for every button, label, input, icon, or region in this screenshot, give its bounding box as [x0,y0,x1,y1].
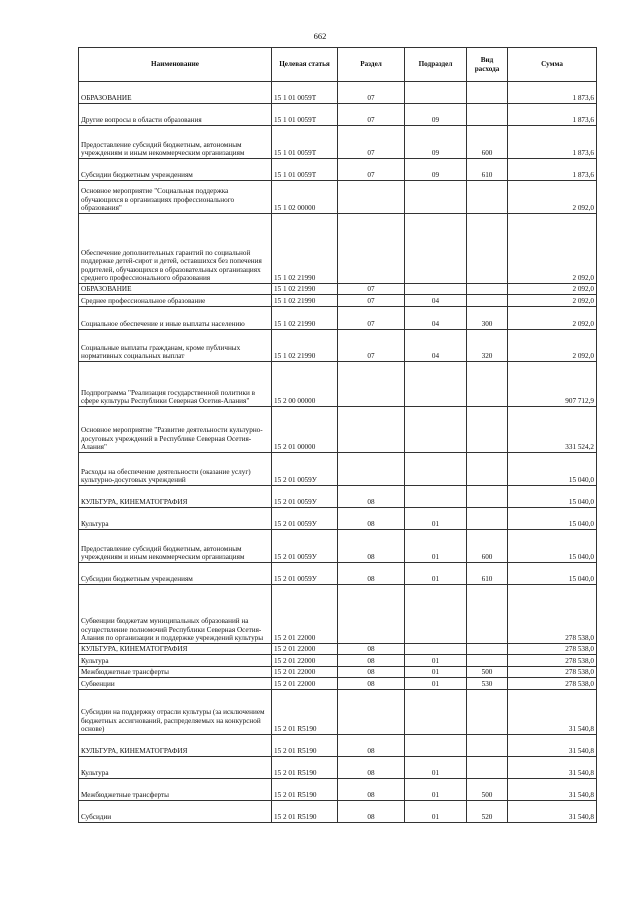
table-row [79,104,597,126]
row-expense-type [467,407,508,453]
row-expense-type [467,735,508,757]
table-row [79,307,597,330]
row-target-article: 15 2 00 00000 [272,362,338,407]
table-row [79,453,597,486]
row-section: 08 [338,801,405,823]
header-target-article: Целевая статья [272,48,338,82]
row-section [338,690,405,735]
row-name: Межбюджетные трансферты [79,779,272,801]
row-section [338,362,405,407]
row-name: Среднее профессиональное образование [79,295,272,307]
row-section: 08 [338,678,405,690]
table-row [79,295,597,307]
row-subsection: 01 [405,678,467,690]
budget-table [78,47,597,823]
row-target-article: 15 2 01 0059У [272,486,338,508]
table-row [79,407,597,453]
row-expense-type: 300 [467,307,508,330]
row-name: Предоставление субсидий бюджетным, автономным учреждениям и иным некоммерческим организациям [79,126,272,159]
row-sum: 15 040,0 [508,530,597,563]
row-subsection: 04 [405,330,467,362]
row-expense-type [467,214,508,284]
header-expense-type: Вид расхода [467,48,508,82]
row-name: КУЛЬТУРА, КИНЕМАТОГРАФИЯ [79,486,272,508]
row-subsection: 09 [405,104,467,126]
row-section [338,407,405,453]
row-target-article: 15 2 01 22000 [272,585,338,644]
row-target-article: 15 1 01 0059Т [272,126,338,159]
row-sum: 278 538,0 [508,655,597,667]
row-expense-type: 600 [467,530,508,563]
row-section: 07 [338,126,405,159]
table-row [79,667,597,678]
row-target-article: 15 1 02 21990 [272,284,338,295]
row-sum: 2 092,0 [508,181,597,214]
row-target-article: 15 2 01 0059У [272,530,338,563]
row-expense-type: 530 [467,678,508,690]
row-sum: 1 873,6 [508,104,597,126]
row-target-article: 15 2 01 R5190 [272,690,338,735]
row-subsection: 01 [405,655,467,667]
row-sum: 31 540,8 [508,801,597,823]
row-target-article: 15 2 01 0059У [272,453,338,486]
row-sum: 1 873,6 [508,126,597,159]
table-row [79,284,597,295]
table-row [79,655,597,667]
row-name: Субсидии на поддержку отрасли культуры (за исключением бюджетных ассигнований, распределяемых на конкурсной основе) [79,690,272,735]
row-subsection [405,486,467,508]
row-subsection: 01 [405,801,467,823]
row-name: Социальное обеспечение и иные выплаты населению [79,307,272,330]
row-expense-type [467,644,508,655]
row-sum: 31 540,8 [508,690,597,735]
row-section [338,585,405,644]
row-section: 08 [338,508,405,530]
row-target-article: 15 2 01 R5190 [272,757,338,779]
row-subsection: 09 [405,126,467,159]
row-sum: 31 540,8 [508,735,597,757]
row-target-article: 15 2 01 R5190 [272,779,338,801]
header-subsection: Подраздел [405,48,467,82]
row-subsection [405,284,467,295]
row-name: Обеспечение дополнительных гарантий по социальной поддержке детей-сирот и детей, оставшихся без попечения родителей, обучающихся в образовательных организациях среднего профессионального образования [79,214,272,284]
row-expense-type: 610 [467,159,508,181]
table-row [79,779,597,801]
row-subsection [405,214,467,284]
row-expense-type: 500 [467,667,508,678]
row-name: Субвенции [79,678,272,690]
table-row [79,126,597,159]
row-section: 07 [338,104,405,126]
header-sum: Сумма [508,48,597,82]
table-row [79,508,597,530]
row-name: Расходы на обеспечение деятельности (оказание услуг) культурно-досуговых учреждений [79,453,272,486]
row-sum: 2 092,0 [508,307,597,330]
row-subsection [405,362,467,407]
table-row [79,644,597,655]
row-section [338,453,405,486]
row-subsection [405,585,467,644]
row-target-article: 15 2 01 R5190 [272,801,338,823]
row-sum: 331 524,2 [508,407,597,453]
row-sum: 15 040,0 [508,563,597,585]
table-row [79,159,597,181]
row-subsection: 01 [405,667,467,678]
row-sum: 31 540,8 [508,779,597,801]
row-expense-type [467,655,508,667]
table-row [79,214,597,284]
row-sum: 15 040,0 [508,453,597,486]
row-name: Другие вопросы в области образования [79,104,272,126]
row-expense-type: 320 [467,330,508,362]
row-name: Субсидии бюджетным учреждениям [79,159,272,181]
row-sum: 278 538,0 [508,667,597,678]
row-name: Субсидии бюджетным учреждениям [79,563,272,585]
row-subsection [405,644,467,655]
row-target-article: 15 2 01 22000 [272,655,338,667]
row-section: 08 [338,757,405,779]
row-name: ОБРАЗОВАНИЕ [79,284,272,295]
table-row [79,678,597,690]
row-subsection [405,690,467,735]
row-section: 07 [338,159,405,181]
row-target-article: 15 1 01 0059Т [272,159,338,181]
row-target-article: 15 2 01 R5190 [272,735,338,757]
row-subsection: 04 [405,307,467,330]
row-sum: 2 092,0 [508,214,597,284]
row-expense-type [467,181,508,214]
row-section: 08 [338,655,405,667]
row-sum: 2 092,0 [508,284,597,295]
row-sum: 15 040,0 [508,486,597,508]
table-row [79,690,597,735]
row-target-article: 15 2 01 0059У [272,508,338,530]
row-section: 07 [338,330,405,362]
row-target-article: 15 2 01 22000 [272,644,338,655]
row-subsection: 09 [405,159,467,181]
row-subsection [405,181,467,214]
row-subsection: 04 [405,295,467,307]
row-subsection: 01 [405,757,467,779]
row-name: Культура [79,508,272,530]
table-row [79,362,597,407]
row-sum: 278 538,0 [508,644,597,655]
row-expense-type [467,453,508,486]
row-sum: 15 040,0 [508,508,597,530]
row-sum: 907 712,9 [508,362,597,407]
row-target-article: 15 1 01 0059Т [272,104,338,126]
row-section: 08 [338,486,405,508]
row-expense-type [467,486,508,508]
row-target-article: 15 1 02 21990 [272,307,338,330]
table-row [79,735,597,757]
header-section: Раздел [338,48,405,82]
table-row [79,585,597,644]
row-name: ОБРАЗОВАНИЕ [79,82,272,104]
row-target-article: 15 1 02 21990 [272,330,338,362]
row-expense-type: 520 [467,801,508,823]
row-expense-type [467,104,508,126]
table-row [79,330,597,362]
table-body [79,82,597,823]
row-expense-type [467,757,508,779]
row-subsection [405,407,467,453]
row-name: Основное мероприятие "Социальная поддержка обучающихся в организациях профессионального образования" [79,181,272,214]
table-row [79,181,597,214]
row-sum: 278 538,0 [508,585,597,644]
row-sum: 2 092,0 [508,295,597,307]
table-row [79,757,597,779]
row-section: 07 [338,307,405,330]
row-name: Основное мероприятие "Развитие деятельности культурно-досуговых учреждений в Республике Северная Осетия-Алания" [79,407,272,453]
table-row [79,530,597,563]
row-section: 07 [338,284,405,295]
row-target-article: 15 2 01 22000 [272,678,338,690]
row-subsection [405,735,467,757]
row-expense-type [467,295,508,307]
header-name: Наименование [79,48,272,82]
row-expense-type [467,82,508,104]
row-section: 08 [338,644,405,655]
row-section: 07 [338,82,405,104]
row-name: Культура [79,655,272,667]
row-expense-type: 500 [467,779,508,801]
row-section: 08 [338,779,405,801]
row-sum: 2 092,0 [508,330,597,362]
row-expense-type: 610 [467,563,508,585]
row-expense-type [467,690,508,735]
row-name: Субсидии [79,801,272,823]
table-row [79,486,597,508]
row-section: 08 [338,530,405,563]
row-name: Предоставление субсидий бюджетным, автономным учреждениям и иным некоммерческим организациям [79,530,272,563]
row-name: КУЛЬТУРА, КИНЕМАТОГРАФИЯ [79,735,272,757]
row-section [338,181,405,214]
row-section: 08 [338,735,405,757]
row-target-article: 15 1 02 21990 [272,214,338,284]
table-header-row [79,48,597,82]
row-subsection: 01 [405,508,467,530]
row-expense-type: 600 [467,126,508,159]
row-sum: 1 873,6 [508,159,597,181]
row-target-article: 15 2 01 0059У [272,563,338,585]
row-subsection: 01 [405,779,467,801]
row-subsection [405,82,467,104]
row-expense-type [467,585,508,644]
row-name: Подпрограмма "Реализация государственной политики в сфере культуры Республики Северная Осетия-Алания" [79,362,272,407]
row-name: Межбюджетные трансферты [79,667,272,678]
row-target-article: 15 1 01 0059Т [272,82,338,104]
row-expense-type [467,284,508,295]
row-expense-type [467,508,508,530]
row-sum: 1 873,6 [508,82,597,104]
row-sum: 278 538,0 [508,678,597,690]
row-name: Социальные выплаты гражданам, кроме публичных нормативных социальных выплат [79,330,272,362]
row-target-article: 15 1 02 21990 [272,295,338,307]
row-target-article: 15 2 01 00000 [272,407,338,453]
row-name: Культура [79,757,272,779]
row-name: КУЛЬТУРА, КИНЕМАТОГРАФИЯ [79,644,272,655]
row-expense-type [467,362,508,407]
row-name: Субвенции бюджетам муниципальных образований на осуществление полномочий Республики Северная Осетия-Алания по организации и поддержке учреждений культуры [79,585,272,644]
row-section: 08 [338,563,405,585]
row-section: 08 [338,667,405,678]
row-section: 07 [338,295,405,307]
row-subsection: 01 [405,563,467,585]
table-row [79,563,597,585]
row-subsection: 01 [405,530,467,563]
page-number: 662 [313,31,327,41]
table-row [79,82,597,104]
row-target-article: 15 2 01 22000 [272,667,338,678]
row-section [338,214,405,284]
row-sum: 31 540,8 [508,757,597,779]
row-subsection [405,453,467,486]
table-row [79,801,597,823]
row-target-article: 15 1 02 00000 [272,181,338,214]
